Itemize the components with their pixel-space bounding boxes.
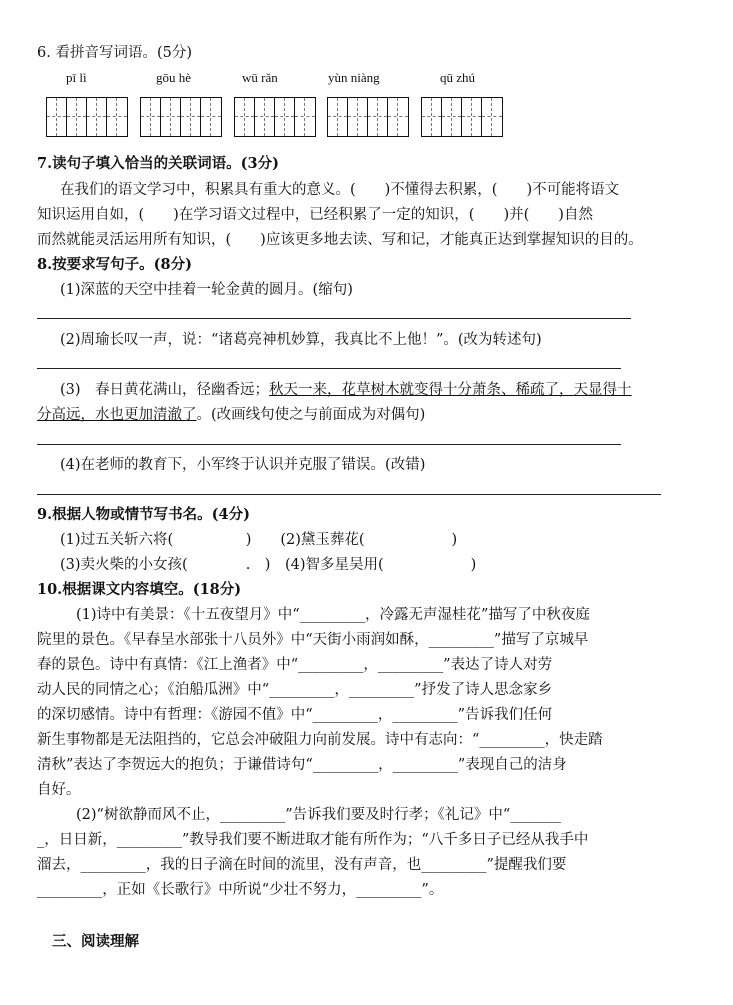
- q9-title: 9.根据人物或情节写书名。(4分): [37, 506, 250, 523]
- q10-line-4: 动人民的同情之心；《泊船瓜洲》中“_________，_________”抒发了诗人思念家乡: [37, 682, 553, 698]
- pinyin-2: gōu hè: [156, 70, 192, 85]
- pinyin-4: yùn niàng: [328, 70, 380, 85]
- pinyin-1: pī lì: [66, 70, 87, 85]
- underlined-sentence-b: 分高远，水也更加清澈了: [37, 407, 197, 423]
- pinyin-3: wū rǎn: [242, 70, 278, 85]
- writing-grid-2[interactable]: [140, 97, 222, 137]
- q10-line-1: (1)诗中有美景：《十五夜望月》中“_________，冷露无声湿桂花”描写了中秋夜庭: [76, 607, 590, 623]
- q10-line-9: (2)“树欲静而风不止，_________”告诉我们要及时行孝；《礼记》中“_______: [76, 807, 562, 823]
- q8-item-3-suffix: 。(改画线句使之与前面成为对偶句): [196, 407, 426, 423]
- q8-item-4: (4)在老师的教育下，小军终于认识并克服了错误。(改错): [60, 457, 426, 473]
- writing-grid-1[interactable]: [46, 97, 128, 137]
- q10-line-8: 自好。: [37, 782, 81, 798]
- q8-item-1: (1)深蓝的天空中挂着一轮金黄的圆月。(缩句): [60, 282, 353, 298]
- answer-line-2[interactable]: [37, 368, 621, 369]
- q8-item-3-line-1: [60, 378, 632, 399]
- writing-grid-3[interactable]: [234, 97, 316, 137]
- q7-line-1: 在我们的语文学习中，积累具有重大的意义。( )不懂得去积累，( )不可能将语文: [60, 182, 620, 198]
- q8-title: 8.按要求写句子。(8分): [37, 256, 192, 273]
- q9-row-2: (3)卖火柴的小女孩( . ) (4)智多星吴用( ): [60, 557, 477, 573]
- q7-line-3: 而然就能灵活运用所有知识，( )应该更多地去读、写和记，才能真正达到掌握知识的目的。: [37, 232, 643, 248]
- q10-line-5: 的深切感情。诗中有哲理：《游园不值》中“_________，_________”告诉我们任何: [37, 707, 553, 723]
- q7-line-2: 知识运用自如，( )在学习语文过程中，已经积累了一定的知识，( )并( )自然: [37, 207, 593, 223]
- answer-line-4[interactable]: [37, 494, 661, 495]
- q6-title: 6. 看拼音写词语。(5分): [37, 45, 192, 61]
- q10-line-10: _，日日新，_________”教导我们要不断进取才能有所作为；“八千多日子已经从我手中: [37, 832, 589, 848]
- q8-item-2: (2)周瑜长叹一声，说：“诸葛亮神机妙算，我真比不上他！”。(改为转述句): [60, 332, 542, 348]
- q8-item-3-prefix: (3) 春日黄花满山，径幽香远；: [60, 382, 270, 398]
- q10-line-12: _________，正如《长歌行》中所说“少壮不努力，_________”。: [37, 882, 444, 898]
- q10-line-11: 溜去，_________，我的日子滴在时间的流里，没有声音，也_________”提醒我们要: [37, 857, 567, 873]
- answer-line-1[interactable]: [37, 318, 631, 319]
- q7-title: 7.读句子填入恰当的关联词语。(3分): [37, 155, 279, 172]
- q10-line-6: 新生事物都是无法阻挡的，它总会冲破阻力向前发展。诗中有志向：“_________，快走踏: [37, 732, 603, 748]
- writing-grid-5[interactable]: [421, 97, 503, 137]
- q10-line-7: 清秋”表达了李贺远大的抱负；于谦借诗句“_________，_________”表现自己的洁身: [37, 757, 567, 773]
- q8-item-3-line-2: [37, 403, 425, 424]
- q9-row-1: (1)过五关斩六将( ) (2)黛玉葬花( ): [60, 532, 458, 548]
- q10-line-3: 春的景色。诗中有真情：《江上渔者》中“_________，_________”表达了诗人对劳: [37, 657, 553, 673]
- writing-grid-4[interactable]: [327, 97, 409, 137]
- pinyin-5: qū zhú: [440, 70, 476, 85]
- q10-line-2: 院里的景色。《早春呈水部张十八员外》中“天街小雨润如酥，_________”描写了京城早: [37, 632, 589, 648]
- underlined-sentence-a: 秋天一来，花草树木就变得十分萧条、稀疏了，天显得十: [269, 382, 632, 398]
- section-3-title: 三、阅读理解: [52, 933, 139, 950]
- q10-title: 10.根据课文内容填空。(18分): [37, 581, 242, 598]
- answer-line-3[interactable]: [37, 444, 621, 445]
